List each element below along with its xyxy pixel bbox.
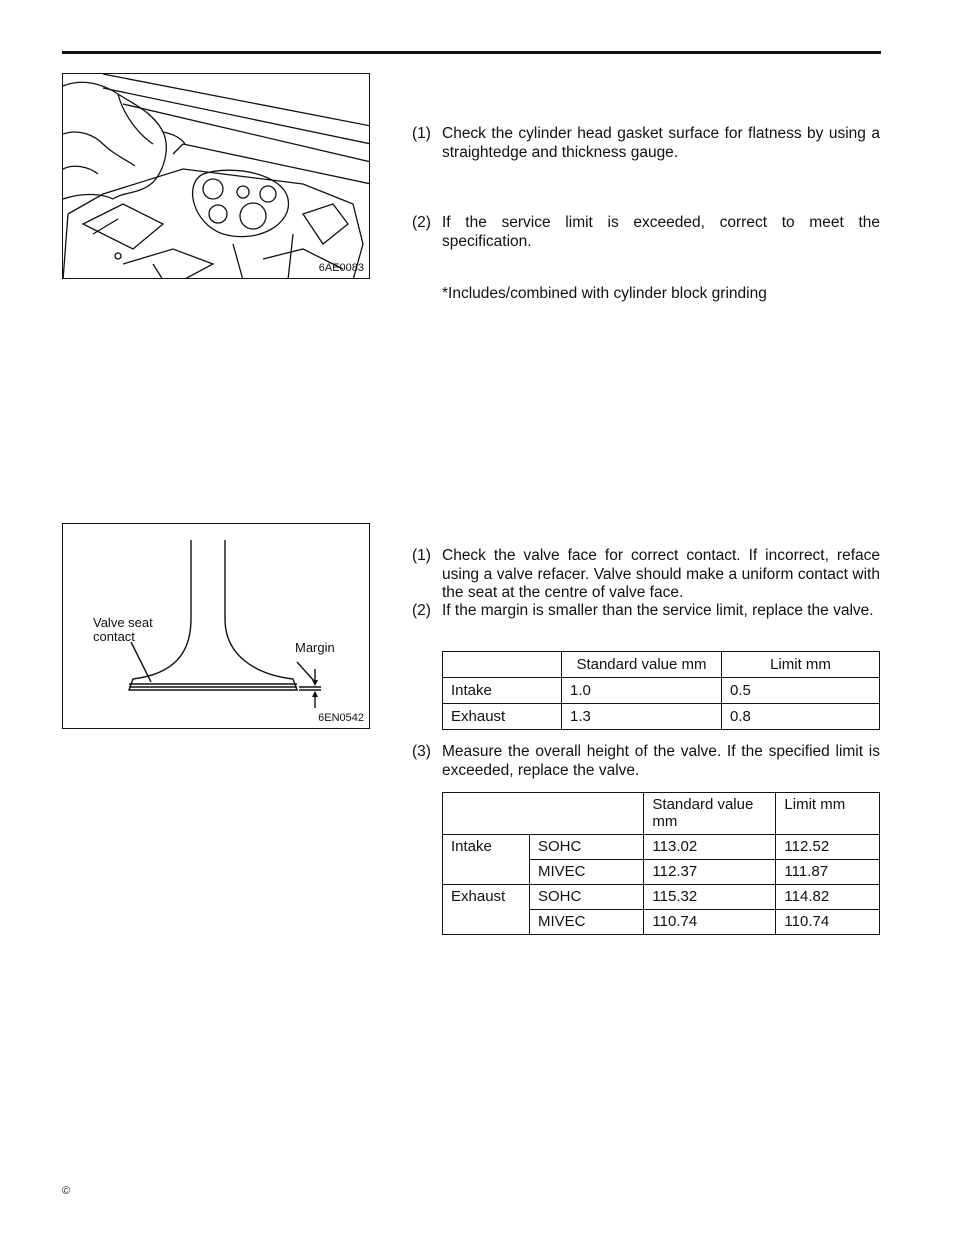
- header-rule: [62, 51, 881, 54]
- table-header-row: [443, 652, 880, 678]
- table-header-cell: Standard value mm: [644, 793, 776, 835]
- table-cell: 110.74: [776, 910, 880, 935]
- table-header-cell: [443, 793, 644, 835]
- table-cell: 115.32: [644, 885, 776, 910]
- valve-height-table: [442, 792, 880, 935]
- table-row: [443, 704, 880, 730]
- table-cell: Exhaust: [443, 704, 562, 730]
- table-group-cell: Intake: [443, 835, 530, 885]
- valve-margin-illustration: [62, 523, 370, 729]
- table-cell: 112.37: [644, 860, 776, 885]
- valve-step-3: [412, 743, 880, 780]
- table-cell: 1.0: [562, 678, 722, 704]
- table-cell: 1.3: [562, 704, 722, 730]
- table-cell: 113.02: [644, 835, 776, 860]
- table-group-cell: Exhaust: [443, 885, 530, 935]
- step-number: (2): [412, 214, 431, 231]
- straightedge-drawing: [63, 74, 370, 279]
- flatness-step-1: [412, 125, 880, 162]
- table-row: [443, 885, 880, 910]
- table-header-row: [443, 793, 880, 835]
- valve-step-1: [412, 547, 880, 603]
- table-header-cell: Limit mm: [776, 793, 880, 835]
- table-header-cell: Limit mm: [722, 652, 880, 678]
- table-cell: MIVEC: [530, 910, 644, 935]
- step-text: Check the cylinder head gasket surface for flatness by using a straightedge and thickness gauge.: [442, 125, 880, 161]
- table-cell: Intake: [443, 678, 562, 704]
- margin-label: Margin: [295, 640, 335, 655]
- table-row: [443, 835, 880, 860]
- figure-code: 6EN0542: [318, 712, 364, 724]
- valve-step-2: [412, 602, 880, 621]
- table-row: [443, 678, 880, 704]
- copyright-mark: ©: [62, 1185, 71, 1197]
- table-cell: 110.74: [644, 910, 776, 935]
- flatness-step-2: [412, 214, 880, 251]
- table-cell: 0.8: [722, 704, 880, 730]
- step-text: Measure the overall height of the valve. If the specified limit is exceeded, replace the valve.: [442, 743, 880, 779]
- table-cell: SOHC: [530, 885, 644, 910]
- step-number: (1): [412, 547, 431, 564]
- table-cell: 111.87: [776, 860, 880, 885]
- table-cell: 112.52: [776, 835, 880, 860]
- table-header-cell: [443, 652, 562, 678]
- step-number: (3): [412, 743, 431, 760]
- grinding-note: *Includes/combined with cylinder block grinding: [442, 285, 767, 302]
- table-cell: MIVEC: [530, 860, 644, 885]
- step-text: If the margin is smaller than the service limit, replace the valve.: [442, 602, 874, 619]
- figure-code: 6AE0083: [318, 262, 364, 274]
- step-number: (2): [412, 602, 431, 619]
- valve-seat-contact-label: Valve seat contact: [93, 615, 153, 644]
- table-cell: SOHC: [530, 835, 644, 860]
- table-cell: 0.5: [722, 678, 880, 704]
- step-number: (1): [412, 125, 431, 142]
- table-cell: 114.82: [776, 885, 880, 910]
- flatness-check-illustration: [62, 73, 370, 279]
- table-header-cell: Standard value mm: [562, 652, 722, 678]
- step-text: Check the valve face for correct contact. If incorrect, reface using a valve refacer. Valve should make a uniform contact with the seat at the centre of valve face.: [442, 547, 880, 601]
- step-text: If the service limit is exceeded, correct to meet the specification.: [442, 214, 880, 250]
- valve-margin-table: [442, 651, 880, 730]
